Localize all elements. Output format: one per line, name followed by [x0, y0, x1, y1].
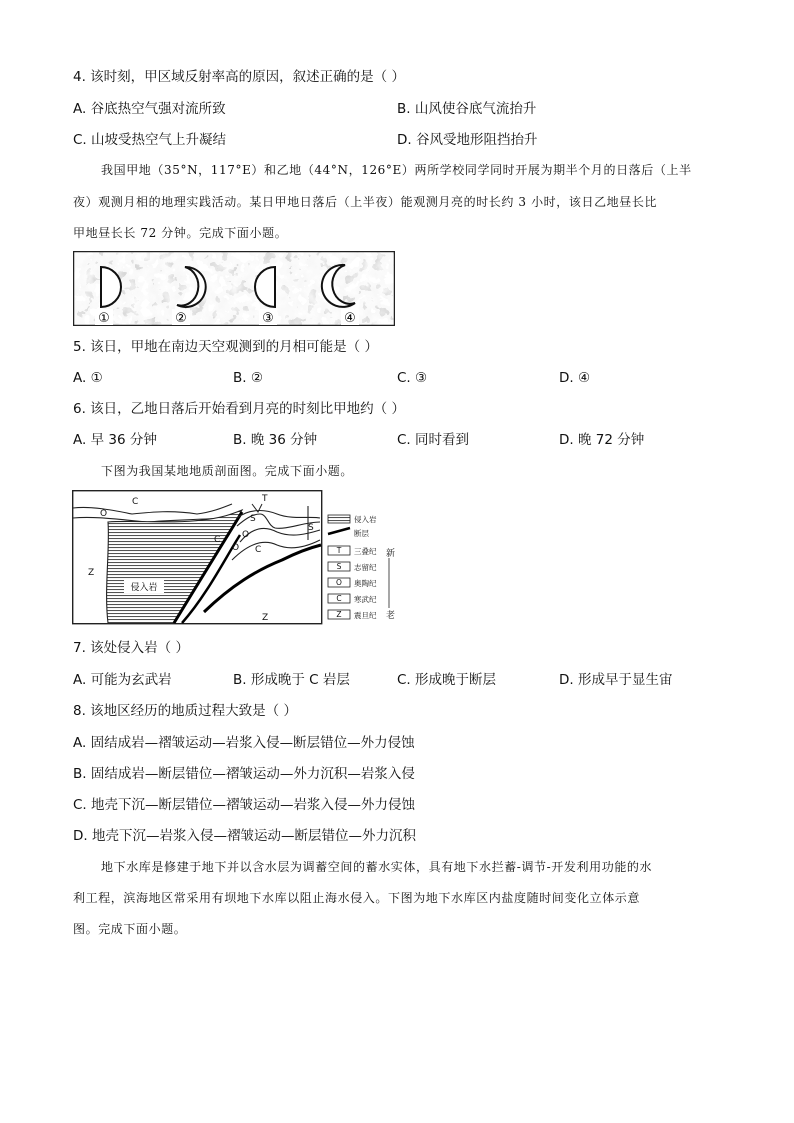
intrusion-label: 侵入岩	[130, 583, 158, 593]
q7-option-a[interactable]: A. 可能为玄武岩	[73, 672, 172, 688]
geo-letter-z1: Z	[88, 568, 95, 578]
q7-stem: 7. 该处侵入岩（ ）	[73, 640, 189, 656]
geo-letter-c3: C	[255, 545, 262, 555]
passage3-line-2: 利工程，滨海地区常采用有坝地下水库以阻止海水侵入。下图为地下水库区内盐度随时间变化立体示意	[73, 891, 641, 905]
legend-symbol-z: Z	[336, 610, 342, 619]
moon-phase-figure	[73, 251, 395, 326]
geo-letter-o2: O	[242, 530, 250, 540]
passage2-text: 下图为我国某地地质剖面图。完成下面小题。	[101, 464, 354, 478]
legend-symbol-s: S	[336, 562, 342, 571]
q8-option-c[interactable]: C. 地壳下沉—断层错位—褶皱运动—岩浆入侵—外力侵蚀	[73, 797, 416, 813]
q4-option-c[interactable]: C. 山坡受热空气上升凝结	[73, 132, 227, 148]
legend-new-label: 新	[386, 549, 396, 559]
moon-label-3: ③	[262, 311, 274, 326]
q6-option-c[interactable]: C. 同时看到	[397, 432, 470, 448]
legend-old-label: 老	[386, 611, 396, 621]
legend-label-cambrian: 寒武纪	[354, 595, 377, 604]
q4-option-a[interactable]: A. 谷底热空气强对流所致	[73, 101, 226, 117]
q5-option-d[interactable]: D. ④	[559, 370, 591, 386]
geo-letter-s1: S	[250, 514, 256, 524]
q6-option-d[interactable]: D. 晚 72 分钟	[559, 432, 645, 448]
q5-option-c[interactable]: C. ③	[397, 370, 428, 386]
q4-stem: 4. 该时刻，甲区域反射率高的原因，叙述正确的是（ ）	[73, 69, 405, 85]
q7-option-c[interactable]: C. 形成晚于断层	[397, 672, 497, 688]
passage1-line-1: 我国甲地（35°N，117°E）和乙地（44°N，126°E）两所学校同学同时开展为期半个月的日落后（上半	[101, 163, 692, 177]
moon-label-2: ②	[175, 311, 187, 326]
geo-letter-o1: O	[100, 509, 108, 519]
q6-stem: 6. 该日，乙地日落后开始看到月亮的时刻比甲地约（ ）	[73, 401, 405, 417]
geo-letter-z2: Z	[262, 613, 269, 623]
geologic-section-figure	[72, 490, 404, 625]
legend-label-fault: 断层	[354, 529, 369, 538]
q6-option-a[interactable]: A. 早 36 分钟	[73, 432, 157, 448]
legend-label-silurian: 志留纪	[354, 563, 377, 572]
geo-letter-c1: C	[132, 497, 139, 507]
q5-option-b[interactable]: B. ②	[233, 370, 263, 386]
q4-option-b[interactable]: B. 山风使谷底气流抬升	[397, 101, 537, 117]
q7-option-d[interactable]: D. 形成早于显生宙	[559, 672, 673, 688]
legend-label-ordovician: 奥陶纪	[354, 579, 377, 588]
q8-option-d[interactable]: D. 地壳下沉—岩浆入侵—褶皱运动—断层错位—外力沉积	[73, 828, 416, 844]
geo-letter-t: T	[262, 494, 268, 504]
geo-letter-c2: C	[214, 535, 221, 545]
legend-label-sinian: 震旦纪	[354, 611, 377, 620]
legend-label-triassic: 三叠纪	[354, 547, 377, 556]
passage1-line-3: 甲地昼长长 72 分钟。完成下面小题。	[73, 226, 288, 240]
legend-symbol-t: T	[336, 546, 342, 555]
passage3-line-1: 地下水库是修建于地下并以含水层为调蓄空间的蓄水实体，具有地下水拦蓄-调节-开发利用功能的水	[101, 860, 653, 874]
moon-label-1: ①	[98, 311, 110, 326]
q5-stem: 5. 该日，甲地在南边天空观测到的月相可能是（ ）	[73, 339, 378, 355]
geo-letter-s2: S	[308, 523, 314, 533]
geo-legend	[328, 514, 395, 621]
q8-stem: 8. 该地区经历的地质过程大致是（ ）	[73, 703, 297, 719]
moon-label-4: ④	[344, 311, 356, 326]
geo-letter-o3: O	[232, 543, 240, 553]
passage1-line-2: 夜）观测月相的地理实践活动。某日甲地日落后（上半夜）能观测月亮的时长约 3 小时，该日乙地昼长比	[73, 195, 658, 209]
q7-option-b[interactable]: B. 形成晚于 C 岩层	[233, 672, 350, 688]
legend-symbol-c: C	[336, 594, 342, 603]
q5-option-a[interactable]: A. ①	[73, 370, 103, 386]
legend-label-intrusion: 侵入岩	[354, 515, 377, 524]
q8-option-a[interactable]: A. 固结成岩—褶皱运动—岩浆入侵—断层错位—外力侵蚀	[73, 735, 415, 751]
q6-option-b[interactable]: B. 晚 36 分钟	[233, 432, 318, 448]
legend-symbol-o: O	[336, 578, 342, 587]
q4-option-d[interactable]: D. 谷风受地形阻挡抬升	[397, 132, 538, 148]
q8-option-b[interactable]: B. 固结成岩—断层错位—褶皱运动—外力沉积—岩浆入侵	[73, 766, 415, 782]
passage3-line-3: 图。完成下面小题。	[73, 922, 187, 936]
